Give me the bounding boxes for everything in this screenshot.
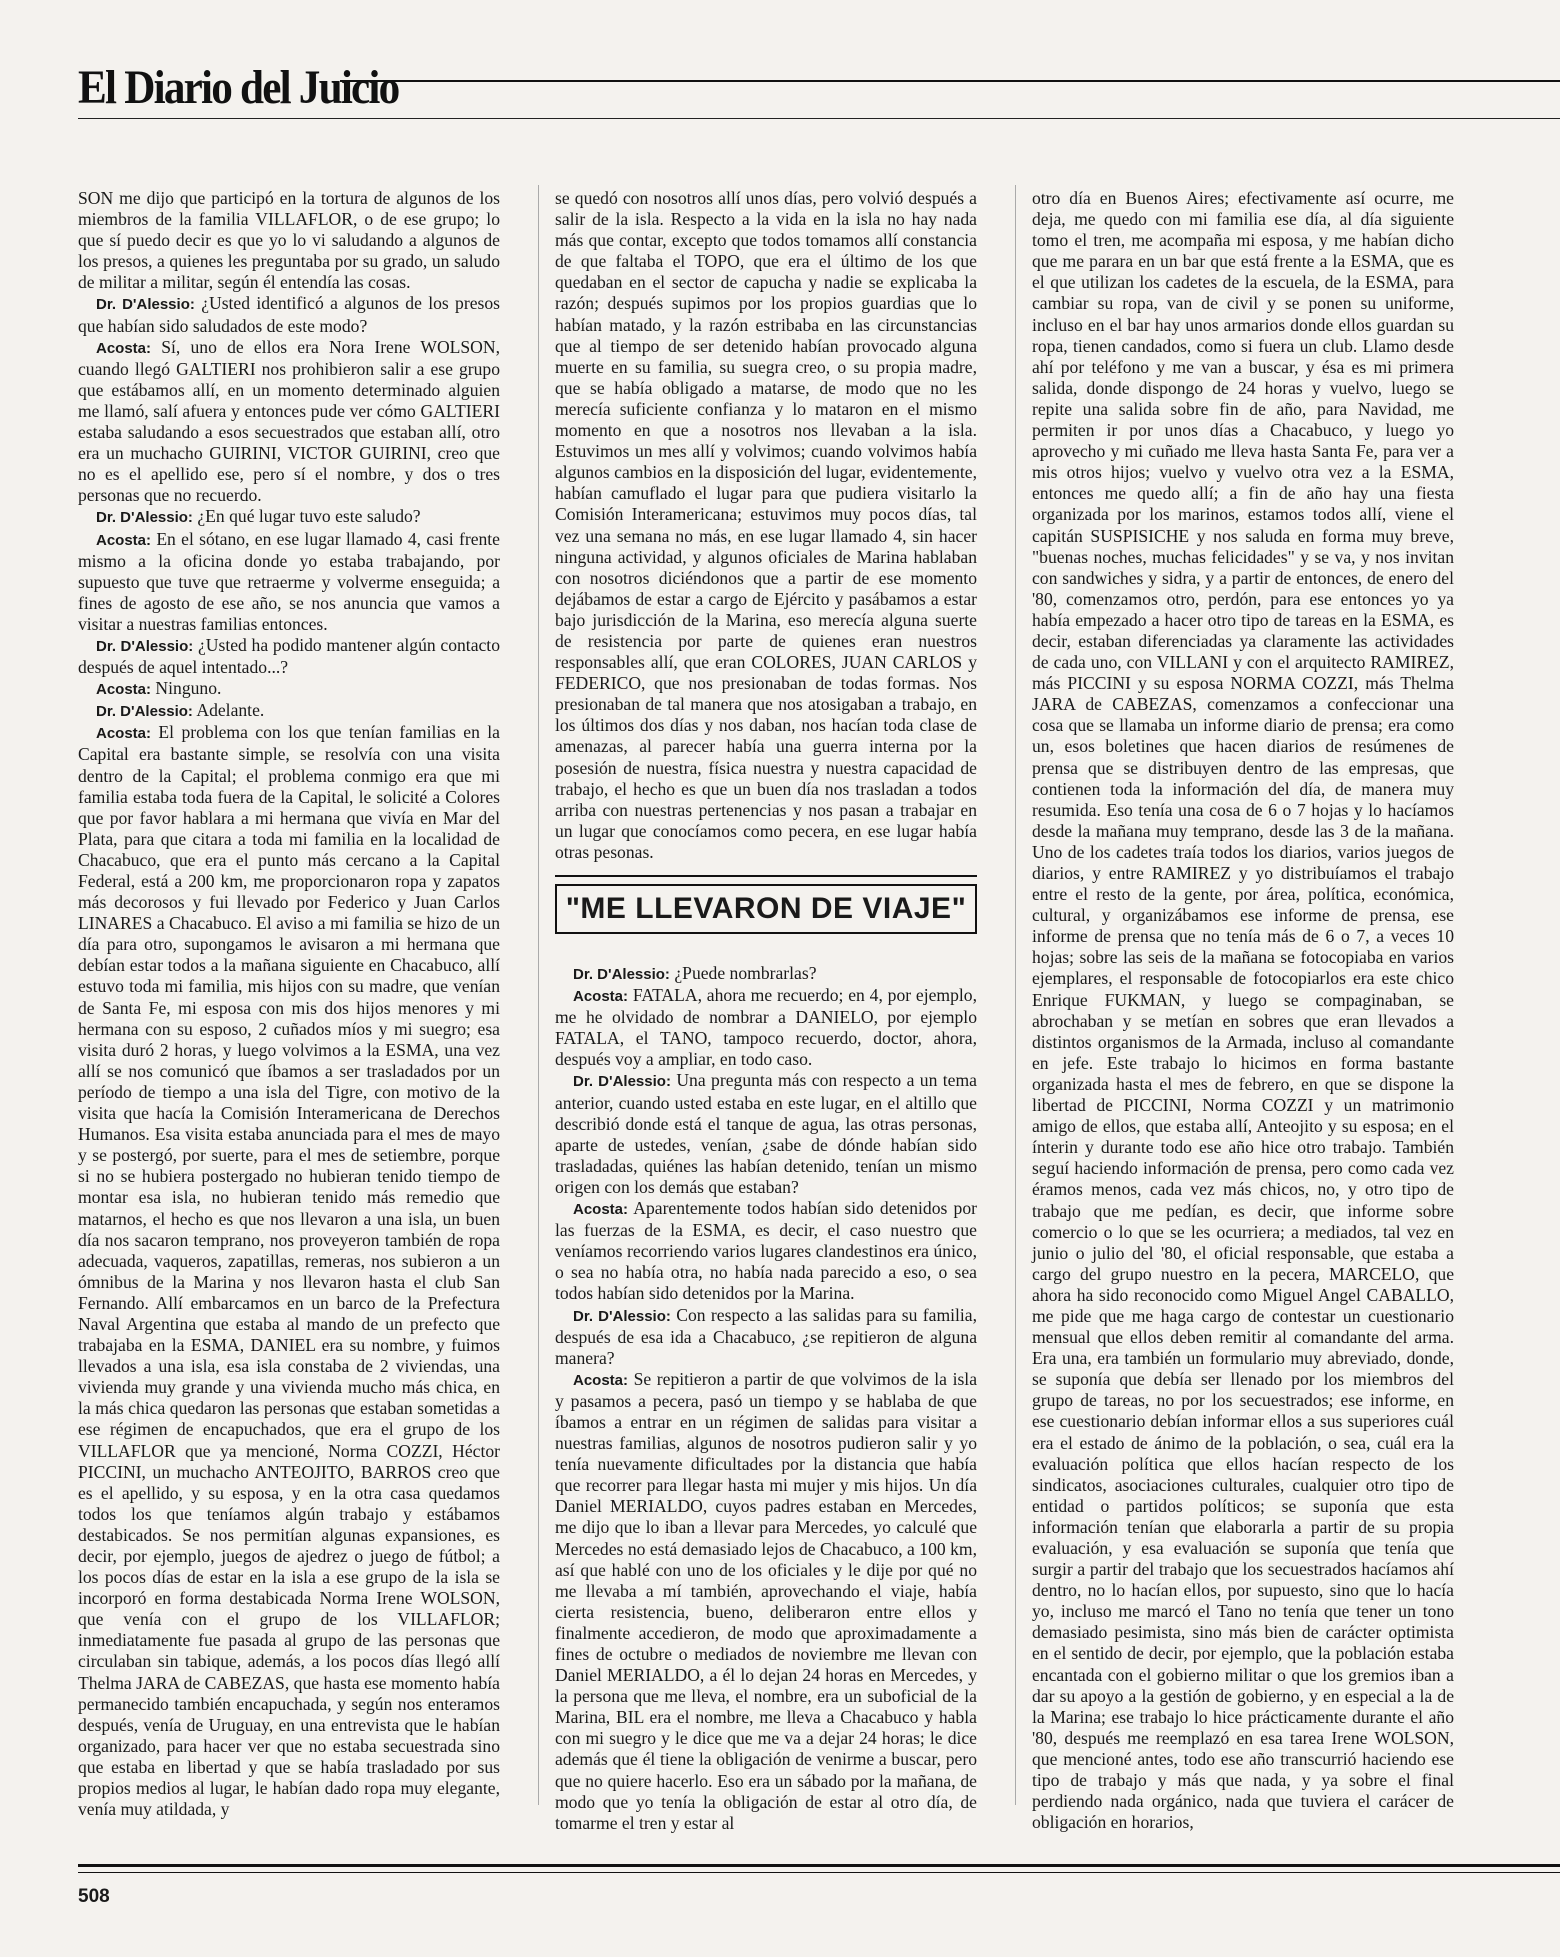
paragraph-text: Aparentemente todos habían sido detenidos por las fuerzas de la ESMA, es decir, el caso nuestro que veníamos recorriendo varios lugares clandestinos era único, o sea no había otra, no había nada parecido a eso, o sea todos habían sido detenidos por la Marina. [555,1198,978,1304]
paragraph [78,506,500,528]
speaker-label: Acosta: [96,725,152,743]
paragraph-text: ¿Usted ha podido mantener algún contacto después de aquel intentado...? [78,634,500,678]
speaker-label: Dr. D'Alessio: [573,966,670,983]
paragraph [78,188,500,293]
paragraph-text: ¿En qué lugar tuvo este saludo? [197,506,421,527]
paragraph-text: FATALA, ahora me recuerdo; en 4, por ejemplo, me he olvidado de nombrar a DANIELO, por ejemplo FATALA, el TANO, tampoco recuerdo, doctor, ahora, después voy a ampliar, en todo caso. [555,985,977,1070]
speaker-label: Dr. D'Alessio: [573,1307,671,1325]
speaker-label: Dr. D'Alessio: [96,703,193,721]
paragraph [78,678,500,700]
section-rule [555,875,977,877]
paragraph-text: ¿Usted identificó a algunos de los presos que habían sido saludados de este modo? [78,293,500,336]
paragraph [555,1369,977,1834]
paragraph-text: otro día en Buenos Aires; efectivamente así ocurre, me deja, me quedo con mi familia ese día, al día siguiente tomo el tren, me acompaña mi esposa, y me habían dicho que me parara en un bar que está frente a la ESMA, que es el que utilizan los cadetes de la escuela, de la ESMA, para cambiar su ropa, van de civil y se ponen su uniforme, incluso en el bar hay unos armarios donde ellos guardan su ropa, tienen candados, como si fuera un club. Llamo desde ahí por teléfono y me van a buscar, y ésa es mi primera salida, donde dispongo de 24 horas y vuelvo, luego se repite una salida sobre fin de año, para Navidad, me permiten ir por unos días a Chacabuco, y luego yo aprovecho y mi cuñado me lleva hasta Santa Fe, para ver a mis otros hijos; vuelvo y vuelvo otra vez a la ESMA, entonces me quedo allí; a fin de año hay una fiesta organizada por los marinos, estamos todos allí, viene el capitán SUSPISICHE y nos saluda en forma muy breve, "buenas noches, muchas felicidades" y se va, y nos invitan con sandwiches y sidra, y a partir de entonces, de enero del '80, comenzamos otro, perdón, para ese entonces yo ya había empezado a hacer otro tipo de tareas en la ESMA, es decir, estaban diferenciadas ya claramente las actividades de cada uno, con VILLANI y con el arquitecto RAMIREZ, más PICCINI y su esposa NORMA COZZI, más Thelma JARA de CABEZAS, comenzamos a confeccionar una cosa que se llamaba un informe diario de prensa; era como un, esos boletines que hacen diarios de resúmenes de prensa que se distribuyen dentro de las empresas, que contienen toda la información del día, de manera muy resumida. Eso tenía una cosa de 6 o 7 hojas y lo hacíamos desde la mañana muy temprano, desde las 3 de la mañana. Uno de los cadetes traía todos los diarios, varios juegos de diarios, y entre RAMIREZ y yo distribuíamos el trabajo entre el resto de la gente, por área, política, económica, cultural, y organizábamos ese informe de prensa, ese informe de prensa que no tenía más de 6 o 7, a veces 10 hojas; sobre las seis de la mañana se fotocopiaba en varios ejemplares, el responsable de fotocopiarlos era este chico Enrique FUKMAN, y luego se compaginaban, se abrochaban y se metían en sobres que eran llevados a distintos organismos de la Armada, incluso al comandante en jefe. Este trabajo lo hicimos en forma bastante organizada hasta el mes de febrero, en que se dispone la libertad de PICCINI, Norma COZZI y un matrimonio amigo de ellos, que estaba allí, Anteojito y su esposa; en el ínterin y durante todo ese año hice otro trabajo. También seguí haciendo información de prensa, pero como cada vez éramos menos, cada vez más chicos, no, y otro tipo de trabajo que me pedían, es decir, que informe sobre comercio o lo que se les ocurriera; a mediados, tal vez en junio o julio del '80, el oficial responsable, que estaba a cargo del grupo nuestro en la pecera, MARCELO, que ahora ha sido reconocido como Miguel Angel CABALLO, me pide que me haga cargo de contestar un cuestionario mensual que ellos deben remitir al comandante del arma. Era una, era también un formulario muy abreviado, donde, se suponía que debía ser llenado por los miembros del grupo de tareas, no por los secuestrados; ese informe, en ese cuestionario debían informar ellos a sus superiores cuál era el estado de ánimo de la población, o sea, cuál era la evaluación política que ellos hacían respecto de los sindicatos, asociaciones culturales, cualquier otro tipo de entidad o partidos políticos; se suponía que esta información tenían que elaborarla a partir de su propia evaluación, y esa evaluación se suponía que tenía que surgir a partir del trabajo que los secuestrados hacíamos ahí dentro, no lo hacían ellos, por supuesto, sino que lo hacía yo, incluso me marcó el Tano no tenía que tener un tono demasiado pesimista, sino más bien de carácter optimista en el sentido de decir, por ejemplo, que la población estaba encantada con el gobierno militar o que los gremios iban a dar su apoyo a la gestión de gobierno, y en especial a la de la Marina; ese trabajo lo hice prácticamente durante el año '80, después me reemplazó en esa tarea Irene WOLSON, que mencioné antes, todo ese año transcurrió haciendo ese tipo de trabajo y más que nada, y ya sobre el final perdiendo nada orgánico, nada que tuviera el carácer de obligación en horarios, [1032,188,1454,1833]
paragraph [555,1198,977,1304]
speaker-label: Dr. D'Alessio: [573,1073,671,1091]
header-rule [78,118,1560,119]
section-headline: "ME LLEVARON DE VIAJE" [555,884,977,934]
speaker-label: Dr. D'Alessio: [96,637,194,655]
paragraph-text: Con respecto a las salidas para su familia, después de esa ida a Chacabuco, ¿se repitieron de alguna manera? [555,1304,977,1368]
paragraph [555,963,977,985]
paragraph-text: El problema con los que tenían familias en la Capital era bastante simple, se resolvía con una visita dentro de la Capital; el problema conmigo era que mi familia estaba toda fuera de la Capital, le solicité a Colores que por favor hablara a mi hermana que vivía en Mar del Plata, para que citara a toda mi familia en la localidad de Chacabuco, que era el punto más cercano a la Capital Federal, está a 200 km, me proporcionaron ropa y zapatos más decorosos y fui llevado por Federico y Juan Carlos LINARES a Chacabuco. El aviso a mi familia se hizo de un día para otro, supongamos le avisaron a mi hermana que debían estar todos a la mañana siguiente en Chacabuco, allí estuvo toda mi familia, mis hijos con su madre, que venían de Santa Fe, mi esposa con mis dos hijos menores y mi hermana con su esposo, 2 cuñados míos y mi suegro; esa visita duró 2 horas, y luego volvimos a la ESMA, una vez allí se nos comunicó que íbamos a ser trasladados por un período de tiempo a una isla del Tigre, con motivo de la visita que hacía la Comisión Interamericana de Derechos Humanos. Esa visita estaba anunciada para el mes de mayo y se postergó, por suerte, para el mes de setiembre, porque si no se hubiera postergado no hubieran tenido tiempo de montar esa isla, no hubieran tenido más remedio que matarnos, el hecho es que nos llevaron a una isla, un buen día nos sacaron temprano, nos proveyeron también de ropa adecuada, vaqueros, zapatillas, remeras, nos subieron a un ómnibus de la Marina y nos llevaron hasta el club San Fernando. Allí embarcamos en un barco de la Prefectura Naval Argentina que estaba al mando de un prefecto que trabajaba en la ESMA, DANIEL era su nombre, y fuimos llevados a una isla, esa isla constaba de 2 viviendas, una vivienda muy grande y una vivienda mucho más chica, en la más chica quedaron las personas que estaban sometidas a ese régimen de encapuchados, que era el grupo de los VILLAFLOR que ya mencioné, Norma COZZI, Héctor PICCINI, un muchacho ANTEOJITO, BARROS creo que es el apellido, y su esposa, y en la otra casa quedamos todos los que teníamos algún trabajo y estábamos destabicados. Se nos permitían algunas expansiones, es decir, por ejemplo, juegos de ajedrez o juego de fútbol; a los pocos días de estar en la isla a ese grupo de la isla se incorporó en forma destabicada Norma Irene WOLSON, que venía con el grupo de los VILLAFLOR; inmediatamente fue pasada al grupo de las personas que circulaban sin tabique, además, a los pocos días llegó allí Thelma JARA de CABEZAS, que hasta ese momento había permanecido también encapuchada, y según nos enteramos después, venía de Uruguay, en una entrevista que le habían organizado, para hacer ver que no estaba secuestrada sino que estaba en libertad y que se había trasladado por sus propios medios al lugar, le habían dado ropa muy elegante, venía muy atildada, y [78,722,500,1820]
page-number: 508 [78,1886,110,1907]
paragraph [78,529,500,635]
speaker-label: Acosta: [573,1371,629,1389]
column-divider [1015,185,1016,1805]
paragraph-text: Ninguno. [155,678,222,699]
paragraph-text: se quedó con nosotros allí unos días, pero volvió después a salir de la isla. Respecto a la vida en la isla no hay nada más que contar, excepto que todos tomamos allí constancia de que faltaba el TOPO, que era el último de los que quedaban en el sector de capucha y nadie se explicaba la razón; después supimos por los propios guardias que lo habían matado, y la razón estribaba en las circunstancias que al tiempo de ser detenido habían provocado alguna muerte en su familia, su suegra creo, o su propia madre, que se había obligado a matarse, de modo que no les merecía suficiente confianza y lo mataron en el mismo momento en que a nosotros nos llevaban a la isla. Estuvimos un mes allí y volvimos; cuando volvimos había algunos cambios en la disposición del lugar, evidentemente, habían camuflado el lugar para que pudiera visitarlo la Comisión Interamericana; estuvimos muy pocos días, tal vez una semana no más, en ese lugar llamado 4, sin hacer ninguna actividad, y algunos oficiales de Marina hablaban con nosotros diciéndonos que a partir de ese momento dejábamos de estar a cargo de Ejército y pasábamos a estar bajo jurisdicción de la Marina, eso merecía alguna suerte de resistencia por parte de quienes eran nuestros responsables allí, que eran COLORES, JUAN CARLOS y FEDERICO, que nos presionaban de todas formas. Nos presionaban de tal manera que nos atosigaban a trabajo, en los últimos dos días y nos daban, nos hacían toda clase de amenazas, al parecer había una guerra interna por la posesión de nuestra, física nuestra y nuestra capacidad de trabajo, el hecho es que un buen día nos trasladan a todos arriba con nuestras pertenencias y nos pasan a trabajar en un lugar que conocíamos como pecera, en ese lugar había otras pesonas. [555,188,977,862]
paragraph [555,188,977,863]
paragraph [555,1305,977,1369]
paragraph-text: SON me dijo que participó en la tortura de algunos de los miembros de la familia VILLAFLOR, o de ese grupo; lo que sí puedo decir es que yo lo vi saludando a algunos de los presos, a quienes les preguntaba por su grado, un saludo de militar a militar, según él entendía las cosas. [78,188,500,293]
speaker-label: Acosta: [573,1201,629,1219]
paragraph-text: Se repitieron a partir de que volvimos de la isla y pasamos a pecera, pasó un tiempo y se hablaba de que íbamos a entrar en un régimen de salidas para visitar a nuestras familias, algunos de nosotros pudieron salir y yo tenía nuevamente dificultades por la distancia que había que recorrer para llegar hasta mi mujer y mis hijos. Un día Daniel MERIALDO, cuyos padres estaban en Mercedes, me dijo que lo iban a llevar para Mercedes, yo calculé que Mercedes no está demasiado lejos de Chacabuco, a 100 km, así que hablé con uno de los oficiales y le dije por qué no me llevaba a mí también, aprovechando el viaje, había cierta resistencia, bueno, deliberaron entre ellos y finalmente accedieron, de modo que aproximadamente a fines de octubre o mediados de noviembre me llevan con Daniel MERIALDO, a él lo dejan 24 horas en Mercedes, y la persona que me lleva, el nombre, era un suboficial de la Marina, BIL era el nombre, me lleva a Chacabuco y habla con mi suegro y le dice que me va a dejar 24 horas; le dice además que él tiene la obligación de venirme a buscar, pero que no quiere hacerlo. Eso era un sábado por la mañana, de modo que yo tenía la obligación de estar al otro día, de tomarme el tren y estar al [555,1368,978,1833]
masthead-rule [340,80,1560,82]
paragraph [78,635,500,678]
paragraph [1032,188,1454,1833]
speaker-label: Acosta: [96,531,152,549]
speaker-label: Dr. D'Alessio: [96,296,195,314]
paragraph [78,293,500,336]
paragraph-text: Adelante. [196,700,265,721]
footer-rule [78,1864,1560,1867]
paragraph-text: En el sótano, en ese lugar llamado 4, casi frente mismo a la oficina donde yo estaba trabajando, por supuesto que tuve que retraerme y volverme enseguida; a fines de agosto de ese año, se nos anuncia que vamos a visitar a nuestras familias entonces. [78,528,500,634]
paragraph-text: Una pregunta más con respecto a un tema anterior, cuando usted estaba en este lugar, en el altillo que describió donde está el tanque de agua, las otras personas, aparte de ustedes, venían, ¿sabe de dónde habían sido trasladadas, quiénes las habían detenido, tenían un mismo origen con los demás que estaban? [555,1070,977,1197]
paragraph [78,337,500,507]
paragraph-text: ¿Puede nombrarlas? [674,963,817,983]
text-column-3 [1032,188,1454,1833]
paragraph [78,722,500,1820]
paragraph [555,985,977,1070]
masthead-title: El Diario del Juicio [78,61,399,114]
text-column-1 [78,188,500,1820]
speaker-label: Acosta: [573,988,629,1006]
speaker-label: Acosta: [96,681,152,699]
paragraph [78,700,500,722]
paragraph-text: Sí, uno de ellos era Nora Irene WOLSON, cuando llegó GALTIERI nos prohibieron salir a ese grupo que estábamos allí, en un momento determinado alguien me llamó, salí afuera y entonces pude ver cómo GALTIERI estaba saludando a esos secuestrados que estaban allí, otro era un muchacho GUIRINI, VICTOR GUIRINI, creo que no es el apellido ese, pero sí el nombre, y dos o tres personas que no recuerdo. [78,336,500,506]
speaker-label: Dr. D'Alessio: [96,509,193,527]
speaker-label: Acosta: [96,339,152,357]
footer-rule-thin [78,1872,1560,1873]
column-divider [538,185,539,1805]
paragraph [555,1070,977,1198]
